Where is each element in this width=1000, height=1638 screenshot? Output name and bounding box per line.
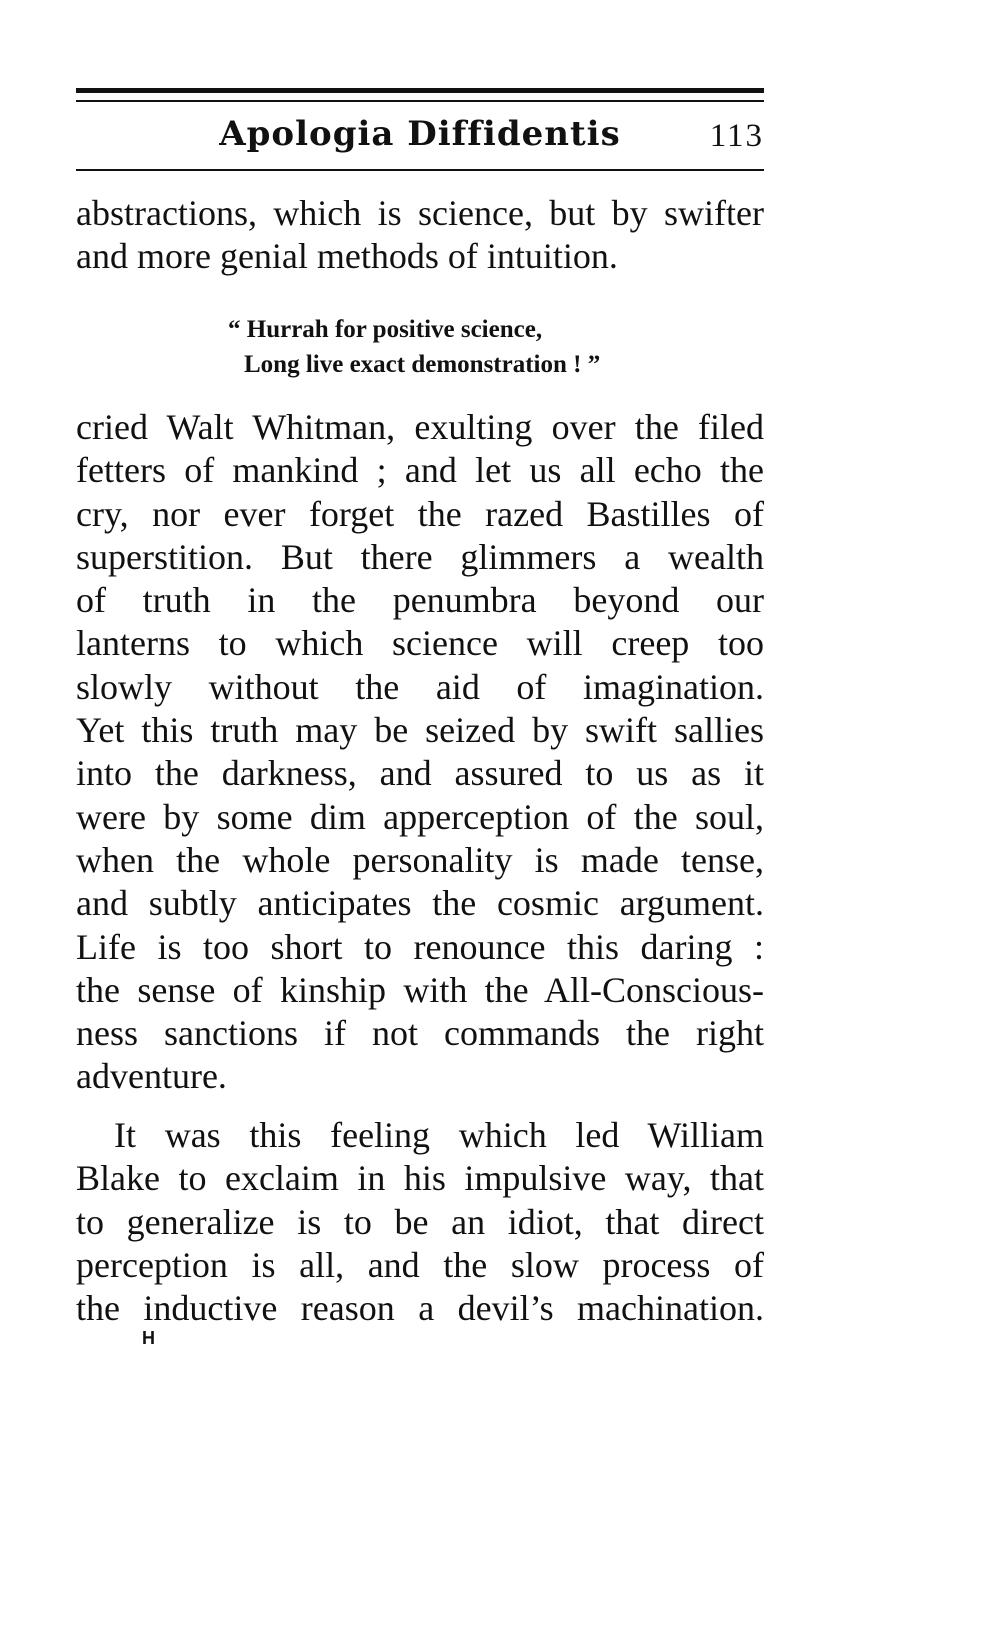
text-line: and more genial methods of intuition. <box>76 236 618 277</box>
text-line: Life is too short to renounce this daring : <box>76 926 764 967</box>
text-line: lanterns to which science will creep too <box>76 623 764 664</box>
text-line: of truth in the penumbra beyond our <box>76 580 764 621</box>
signature-mark: H <box>142 1328 155 1348</box>
text-line: ness sanctions if not commands the right <box>76 1013 764 1054</box>
text-line: fetters of mankind ; and let us all echo the <box>76 450 764 491</box>
paragraph-blake <box>76 1114 764 1330</box>
text-line: perception is all, and the slow process of <box>76 1244 764 1285</box>
text-line: It was this feeling which led William <box>114 1115 764 1155</box>
verse-quotation <box>228 312 600 382</box>
running-head <box>76 112 764 160</box>
text-line: Blake to exclaim in his impulsive way, that <box>76 1158 764 1199</box>
paragraph-continued <box>76 192 764 279</box>
text-line: into the darkness, and assured to us as it <box>76 753 764 794</box>
text-line: adventure. <box>76 1056 227 1097</box>
page-number: 113 <box>709 118 764 154</box>
text-line: were by some dim apperception of the soul, <box>76 796 764 837</box>
header-rule-thin <box>76 100 764 102</box>
text-line: slowly without the aid of imagination. <box>76 666 764 707</box>
text-line: superstition. But there glimmers a wealth <box>76 536 764 577</box>
text-line: when the whole personality is made tense, <box>76 839 764 880</box>
text-line: cried Walt Whitman, exulting over the filed <box>76 407 764 447</box>
text-line: and subtly anticipates the cosmic argument. <box>76 883 764 924</box>
paragraph-whitman <box>76 406 764 1099</box>
text-line: the sense of kinship with the All-Conscious- <box>76 969 764 1010</box>
header-rule-thick <box>76 88 764 93</box>
text-line: the inductive reason a devil’s machination. <box>76 1288 764 1329</box>
text-line: Yet this truth may be seized by swift sallies <box>76 710 764 751</box>
text-line: cry, nor ever forget the razed Bastilles of <box>76 493 764 534</box>
verse-line: Long live exact demonstration ! ” <box>244 351 601 378</box>
running-title: Apologia Diffidentis <box>219 114 621 154</box>
header-rule-bottom <box>76 169 764 171</box>
text-line: abstractions, which is science, but by swifter <box>76 193 764 233</box>
verse-line: “ Hurrah for positive science, <box>228 316 543 343</box>
text-line: to generalize is to be an idiot, that direct <box>76 1201 764 1242</box>
